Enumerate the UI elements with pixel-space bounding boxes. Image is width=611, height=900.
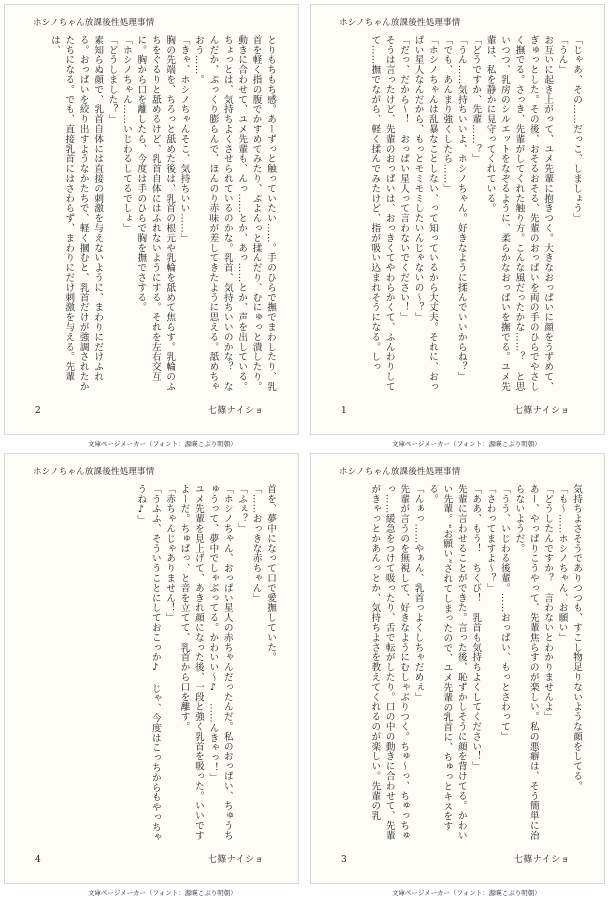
paragraph: 「だっ、だから～！ おっぱい星人って言わないでください！」	[398, 35, 410, 323]
page-number: 1	[341, 406, 347, 416]
page-title: ホシノちゃん放課後性処理事情	[339, 467, 461, 477]
paragraph: 「じゃあ、その……だっこ、しましょう」	[571, 35, 582, 224]
credit-text: 文庫ページメーカー（フォント：源暎こぶり明朝）	[88, 889, 237, 897]
paragraph: そうは言ったけど、先輩のおっぱいは、おっきくてやわらかくて、ふんわりしてて……撫でながら、軽く揉んでみたけど、指が吸い込まれそうになる。しっ	[369, 35, 395, 392]
paragraph: 「さわってますよ～？」	[484, 484, 496, 593]
paragraph: 「赤ちゃんじゃありません！」	[164, 484, 176, 623]
page-title: ホシノちゃん放課後性処理事情	[33, 18, 155, 28]
paragraph: 気持ちよさそうでありつつも、すこし物足りないような顔をしてる。	[571, 484, 582, 791]
page-body	[27, 484, 277, 844]
paragraph: 「うん……気持ちいいよ、ホシノちゃん。好きなように揉んでいいからね？」	[455, 35, 467, 382]
paragraph: 先輩が言うのを無視して、好きなようにむしゃぶりつく。ちゅ～っ、ちゅっちゅっ……緩急をつけて吸ったり、舌で転がしたり。口の中の動きに合わせて、先輩がきゃっとかあんっとか、気持ちよさを教えてくれるのが楽しい。先輩の乳	[369, 484, 410, 841]
page-body	[27, 35, 277, 395]
paragraph: 「どうしたんですか？ 言わないとわかりませんよ」	[542, 484, 554, 722]
paragraph: 「ホシノちゃんは乱暴なことしない、って知っているから大丈夫。それに、おっぱい星人なんだから、もっとモミモミしたいんじゃないの～？」	[412, 35, 438, 392]
paragraph: 首を、夢中になって口で愛撫していた。	[265, 484, 276, 663]
paragraph: ユメ先輩を見上げて、あきれ顔になった後、一段と強く乳首を吸った。いいですよーだ。ちゅぱっ、と音を立てて、乳首から口を離す。	[178, 484, 204, 841]
paragraph: あー、やっぱりこうやって、先輩焦らすのが楽しい。私の悪癖は、そう簡単に治らないようだ。	[513, 484, 539, 841]
book-page-4	[4, 453, 299, 884]
author-name: 七篠ナイショ	[513, 855, 570, 865]
book-page-2	[4, 4, 299, 435]
book-page-3	[310, 453, 605, 884]
paragraph: 「ふぇ？」	[236, 484, 248, 534]
paragraph: 素知らぬ顔で、乳首自体には直接の刺激を与えないように、まわりにだけふれる。おっぱいを絞り出すようなかたちで、軽く摑むと、乳首だけが強調されたかたちになる。でも、直接乳首にはさわらず、まわりにだけ刺激を与える。先輩は、	[48, 35, 104, 392]
paragraph: 「どうしました？」	[106, 35, 118, 125]
book-page-1	[310, 4, 605, 435]
page-number: 3	[341, 855, 347, 865]
paragraph: 先輩に言わせることができた。言った後、恥ずかしそうに顔を背けてる。かわいい先輩。“お願い”されてしまったので、ユメ先輩の乳首に、ちゅっとキスをする。	[426, 484, 467, 841]
paragraph: 「ホシノちゃん、おっぱい星人の赤ちゃんだったんだ。私のおっぱい、ちゅうちゅうって、夢中でしゃぶってる。かわいい～♪ ……んきゃっ！」	[207, 484, 233, 841]
page-number: 2	[35, 406, 41, 416]
paragraph: 「きゃ、ホシノちゃんそこ、気持ちいい……」	[178, 35, 190, 243]
page-body	[333, 35, 583, 395]
author-name: 七篠ナイショ	[207, 406, 264, 416]
paragraph: 「んぁっ……やぁん、乳首っよくしちゃだめぇ」	[412, 484, 424, 702]
page-number: 4	[35, 855, 41, 865]
paragraph: 「も～……ホシノちゃん、お願い」	[556, 484, 568, 643]
paragraph: お互いに起き上がって、ユメ先輩に抱きつく。大きなおっぱいに顔をうずめて、ぎゅっとした。その後、おそるおそる、先輩のおっぱいを両の手のひらでやさしく撫でる。さっき、先輩がしてくれた触り方。こんな風だったかな……？ と思いつつ、乳房のシルエットをなぞるように、柔らかなおっぱいを撫でる。ユメ先輩は、私を静かに見守ってくれている。	[484, 35, 554, 392]
credit-text: 文庫ページメーカー（フォント：源暎こぶり明朝）	[392, 440, 541, 448]
paragraph: 「どうですか、先輩……？」	[470, 35, 482, 164]
paragraph: 「うん」	[556, 35, 568, 75]
paragraph: 胸の先端を、ちろっと舐めた後は、乳首の根元や乳輪を舐めて焦らす。乳輪のふちをぐるりと舐めるけど、乳首自体にはふれないようにする。それを左右交互に。胸から口を離したら、今度は手のひらで胸を撫でさする。	[135, 35, 176, 392]
author-name: 七篠ナイショ	[513, 406, 570, 416]
page-title: ホシノちゃん放課後性処理事情	[339, 18, 461, 28]
paragraph: 「ああ、もう！ ちくび！ 乳首も気持ちよくしてください！」	[470, 484, 482, 772]
author-name: 七篠ナイショ	[207, 855, 264, 865]
page-body	[333, 484, 583, 844]
paragraph: 「……おっきな赤ちゃん」	[250, 484, 262, 603]
paragraph: 「うう、いじわる後輩。……おっぱい、もっとさわって」	[498, 484, 510, 742]
paragraph: 「うふふ、そういうことにしておこっか♪ じゃ、今度はこっちからもやっちゃうね♪」	[135, 484, 161, 842]
credit-text: 文庫ページメーカー（フォント：源暎こぶり明朝）	[88, 440, 237, 448]
credit-text: 文庫ページメーカー（フォント：源暎こぶり明朝）	[392, 889, 541, 897]
paragraph: 「でも、あんまり強くしたら……」	[441, 35, 453, 194]
paragraph: 「ホシノちゃん……いじわるしてるでしょ」	[120, 35, 132, 233]
paragraph: とりもちもち感。あーずっと触っていたい……。手のひらで撫でまわしたり、乳首を軽く指の腹でかすめてみたり、ぷよんっと揉んだり、むにゅっと潰したり。動きに合わせて、ユメ先輩も、んっ……とか、あっ……とか、声を出している。ちょっとは、気持ちよくさせられているのかな。乳首、気持ちいいのかな？ なんだか、ぷっくり膨らんで、ほんのり赤味が差してきたように思える。舐めちゃおう……。	[192, 35, 276, 392]
page-title: ホシノちゃん放課後性処理事情	[33, 467, 155, 477]
